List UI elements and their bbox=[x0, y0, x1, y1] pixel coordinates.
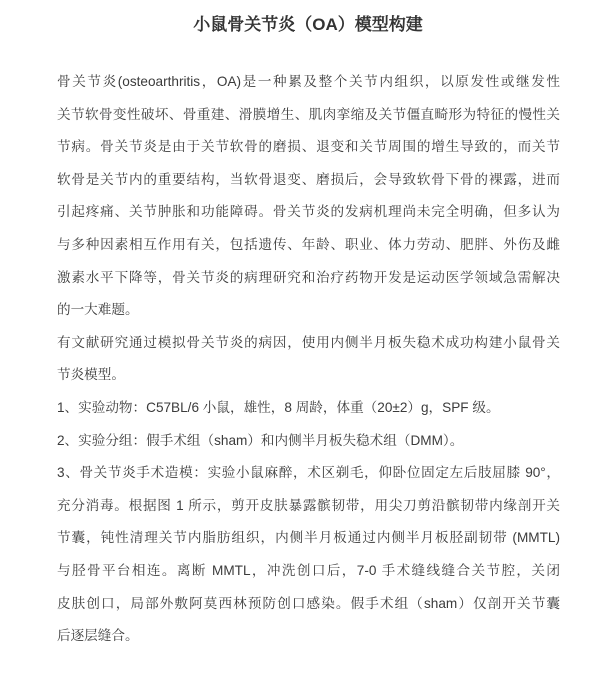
text-line: 激素水平下降等，骨关节炎的病理研究和治疗药物开发是运动医学领域急需解决 bbox=[57, 269, 560, 285]
text-line: 节炎模型。 bbox=[57, 367, 125, 383]
text-line: 关节软骨变性破坏、骨重建、滑膜增生、肌肉挛缩及关节僵直畸形为特征的慢性关 bbox=[57, 106, 560, 122]
paragraph bbox=[57, 457, 560, 653]
text-line: 3、骨关节炎手术造模：实验小鼠麻醉，术区剃毛，仰卧位固定左后肢屈膝 90°， bbox=[57, 465, 560, 481]
text-line: 节病。骨关节炎是由于关节软骨的磨损、退变和关节周围的增生导致的，而关节 bbox=[57, 139, 560, 155]
text-line: 2、实验分组：假手术组（sham）和内侧半月板失稳术组（DMM）。 bbox=[57, 432, 464, 448]
paragraph bbox=[57, 66, 560, 327]
text-line: 软骨是关节内的重要结构，当软骨退变、磨损后，会导致软骨下骨的裸露，进而 bbox=[57, 171, 560, 187]
document-title: 小鼠骨关节炎（OA）模型构建 bbox=[193, 15, 423, 34]
text-line: 皮肤创口，局部外敷阿莫西林预防创口感染。假手术组（sham）仅剖开关节囊 bbox=[57, 595, 560, 611]
text-line: 的一大难题。 bbox=[57, 302, 139, 318]
text-line: 与多种因素相互作用有关，包括遗传、年龄、职业、体力劳动、肥胖、外伤及雌 bbox=[57, 236, 560, 252]
document-body bbox=[0, 66, 616, 653]
text-line: 1、实验动物：C57BL/6 小鼠，雄性，8 周龄，体重（20±2）g，SPF 级。 bbox=[57, 399, 500, 415]
paragraph bbox=[57, 425, 560, 458]
text-line: 与胫骨平台相连。离断 MMTL，冲洗创口后，7-0 手术缝线缝合关节腔，关闭 bbox=[57, 562, 560, 578]
text-line: 有文献研究通过模拟骨关节炎的病因，使用内侧半月板失稳术成功构建小鼠骨关 bbox=[57, 334, 560, 350]
text-line: 骨关节炎(osteoarthritis，OA)是一种累及整个关节内组织，以原发性或继发性 bbox=[57, 74, 560, 89]
text-line: 充分消毒。根据图 1 所示，剪开皮肤暴露髌韧带，用尖刀剪沿髌韧带内缘剖开关 bbox=[57, 497, 560, 513]
paragraph bbox=[57, 392, 560, 425]
text-line: 节囊，钝性清理关节内脂肪组织，内侧半月板通过内侧半月板胫副韧带 (MMTL) bbox=[57, 530, 560, 546]
text-line: 后逐层缝合。 bbox=[57, 628, 139, 644]
text-line: 引起疼痛、关节肿胀和功能障碍。骨关节炎的发病机理尚未完全明确，但多认为 bbox=[57, 204, 560, 220]
paragraph bbox=[57, 327, 560, 392]
